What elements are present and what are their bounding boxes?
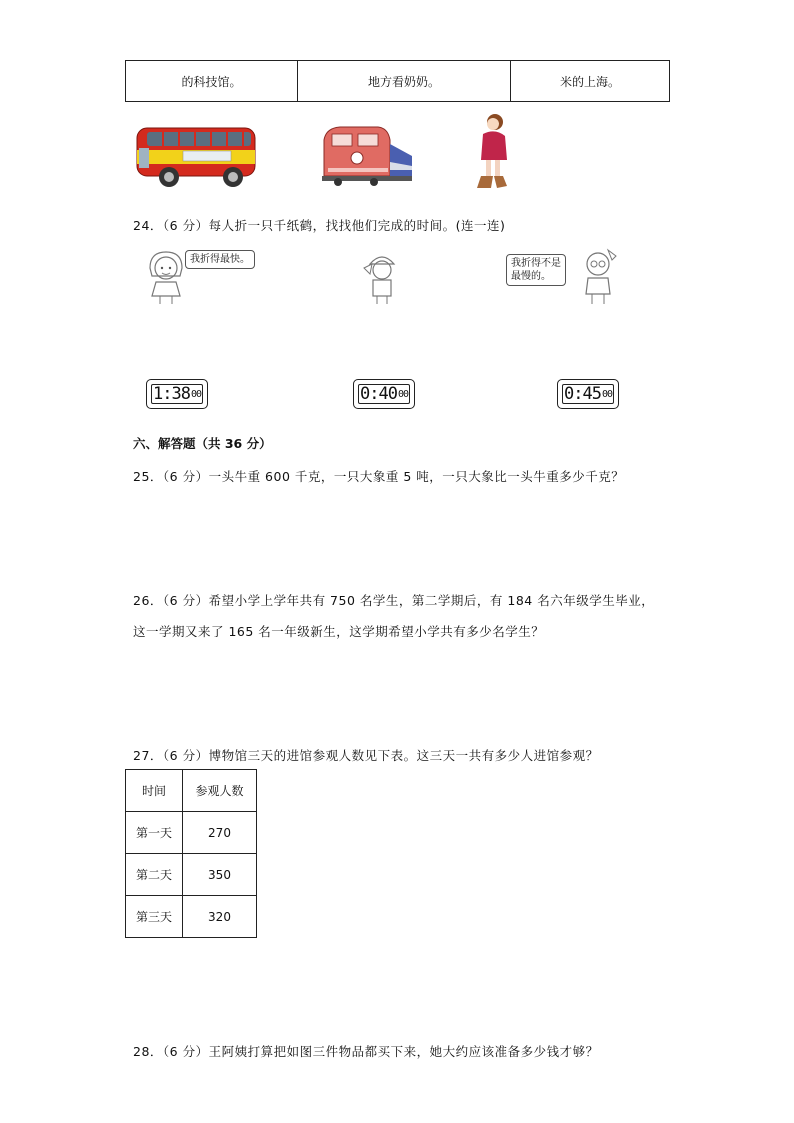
digital-clock-1 (146, 379, 208, 409)
clock-1-time: 1:38 (153, 384, 190, 404)
route-table (125, 60, 670, 102)
bubble-line-1: 我折得不是 (511, 258, 561, 269)
route-cell-3: 米的上海。 (511, 61, 670, 102)
boy-cartoon-icon (360, 250, 404, 306)
section-title: 六、解答题（共 36 分） (133, 436, 272, 451)
speech-bubble-fastest: 我折得最快。 (185, 250, 255, 269)
header-visitors: 参观人数 (183, 770, 257, 812)
question-27: 27．（6 分）博物馆三天的进馆参观人数见下表。这三天一共有多少人进馆参观？ (133, 748, 599, 763)
question-25: 25．（6 分）一头牛重 600 千克，一只大象重 5 吨，一只大象比一头牛重多少千克？ (133, 469, 625, 484)
table-header-row (126, 770, 257, 812)
bubble-line-2: 最慢的。 (511, 271, 551, 282)
clock-2-seconds: 00 (397, 388, 408, 400)
row-count: 320 (183, 896, 257, 938)
question-26-line-2: 这一学期又来了 165 名一年级新生，这学期希望小学共有多少名学生？ (133, 624, 545, 639)
clock-2-time: 0:40 (360, 384, 397, 404)
row-count: 350 (183, 854, 257, 896)
clock-3-time: 0:45 (564, 384, 601, 404)
header-time: 时间 (126, 770, 183, 812)
row-day: 第三天 (126, 896, 183, 938)
girl-cartoon-icon (144, 250, 188, 306)
question-24: 24．（6 分）每人折一只千纸鹤，找找他们完成的时间。(连一连) (133, 218, 506, 233)
clock-3-seconds: 00 (601, 388, 612, 400)
row-count: 270 (183, 812, 257, 854)
table-row (126, 812, 257, 854)
train-icon (318, 122, 414, 188)
row-day: 第一天 (126, 812, 183, 854)
question-26-line-1: 26．（6 分）希望小学上学年共有 750 名学生，第二学期后，有 184 名六年级学生毕业， (133, 593, 655, 608)
bus-icon (133, 122, 259, 188)
speech-bubble-not-slowest (506, 254, 566, 286)
route-cell-1: 的科技馆。 (126, 61, 298, 102)
boy-glasses-icon (578, 246, 622, 306)
table-row (126, 854, 257, 896)
visitor-table (125, 769, 257, 938)
row-day: 第二天 (126, 854, 183, 896)
digital-clock-3 (557, 379, 619, 409)
clock-1-seconds: 00 (190, 388, 201, 400)
girl-walking-icon (473, 112, 513, 192)
table-row (126, 896, 257, 938)
digital-clock-2 (353, 379, 415, 409)
route-cell-2: 地方看奶奶。 (298, 61, 511, 102)
question-28: 28．（6 分）王阿姨打算把如图三件物品都买下来，她大约应该准备多少钱才够？ (133, 1044, 599, 1059)
